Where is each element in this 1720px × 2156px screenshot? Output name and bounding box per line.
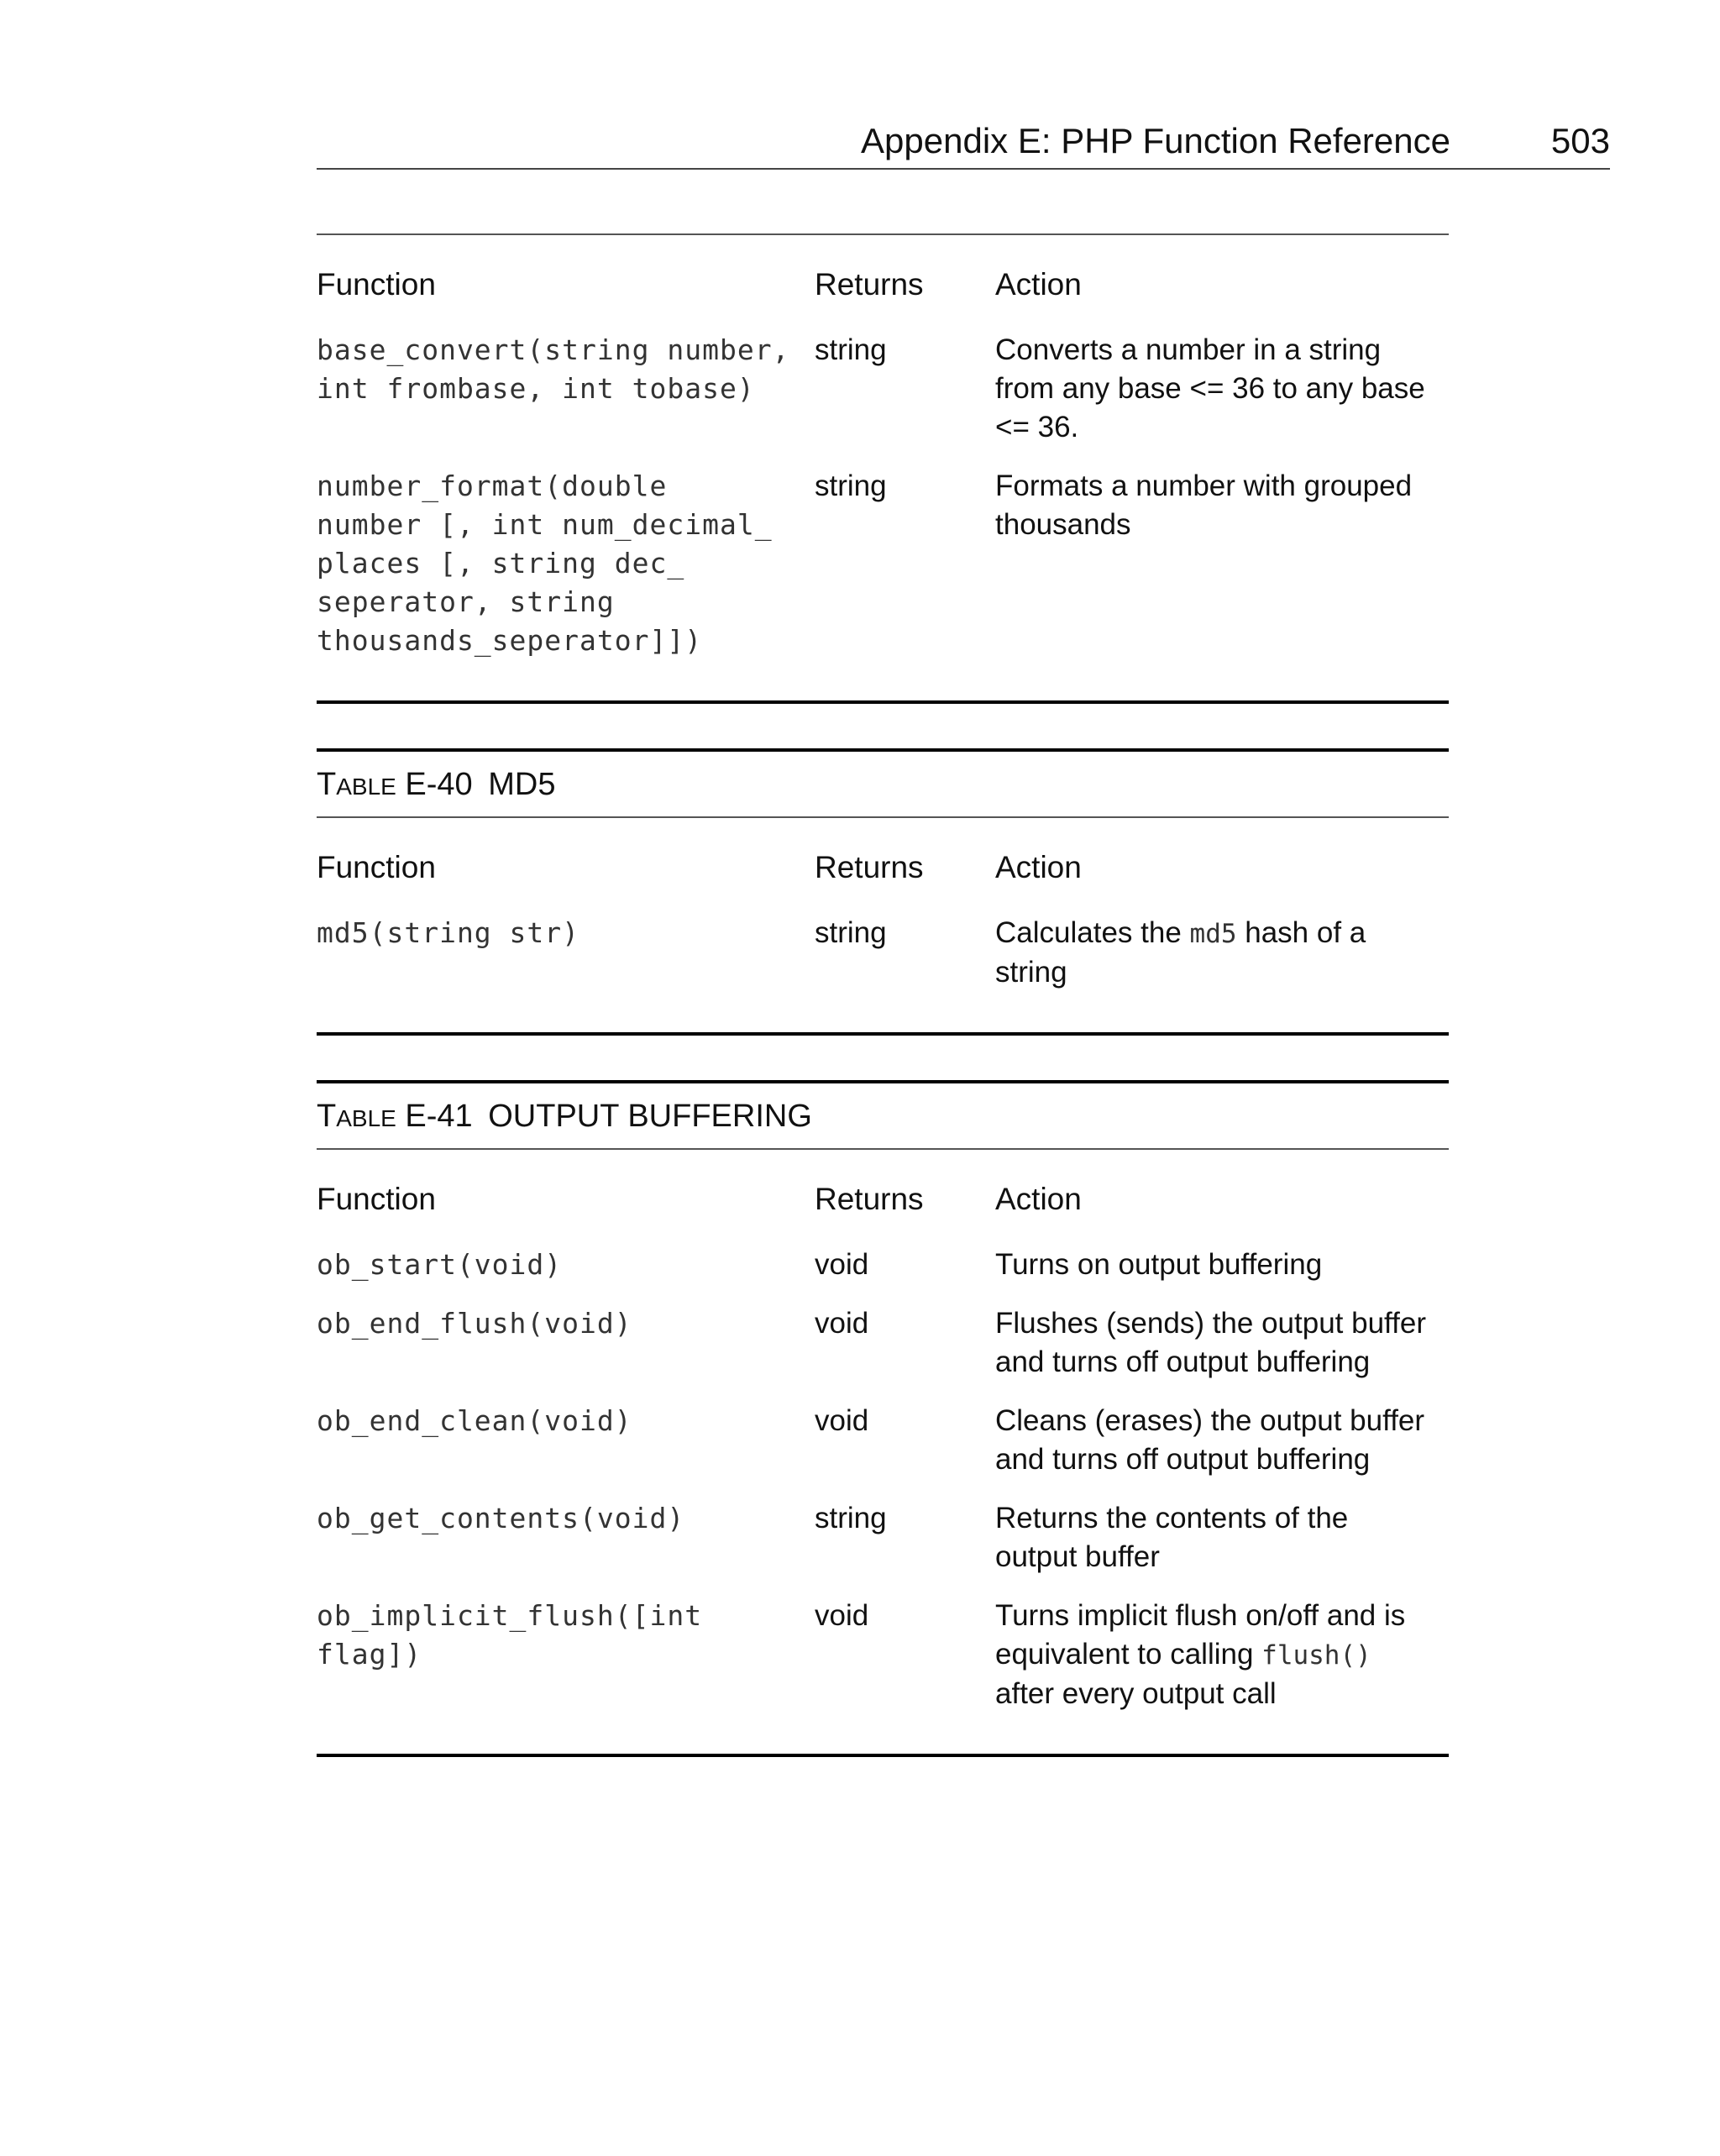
col-returns-header: Returns <box>815 850 924 884</box>
return-type: void <box>815 1404 869 1437</box>
table-continued <box>317 233 1449 704</box>
action-description: Turns implicit flush on/off and is equivalent to calling flush() after every output call <box>995 1599 1414 1710</box>
table-label: TABLE <box>317 767 396 802</box>
table-title: MD5 <box>488 767 556 802</box>
return-type: string <box>815 916 887 949</box>
action-description: Converts a number in a string from any base <= 36 to any base <= 36. <box>995 333 1434 443</box>
table-e40 <box>317 748 1449 1036</box>
return-type: void <box>815 1307 869 1340</box>
col-function-header: Function <box>317 267 436 302</box>
action-description: Formats a number with grouped thousands <box>995 469 1420 541</box>
inline-code: md5 <box>1189 919 1237 949</box>
function-signature: md5(string str) <box>317 916 580 949</box>
page-number: 503 <box>1550 121 1610 160</box>
function-signature: base_convert(string number, int frombase, int tobase) <box>317 333 790 405</box>
table-row <box>317 311 1449 447</box>
column-headers <box>317 235 1449 311</box>
table-caption <box>317 1083 1449 1150</box>
action-description: Returns the contents of the output buffer <box>995 1502 1356 1573</box>
table-row <box>317 894 1449 992</box>
col-function-header: Function <box>317 850 436 884</box>
table-row <box>317 447 1449 660</box>
return-type: string <box>815 469 887 502</box>
table-number: E-41 <box>405 1099 473 1134</box>
col-action-header: Action <box>995 850 1082 884</box>
column-headers <box>317 1150 1449 1225</box>
table-label: TABLE <box>317 1099 396 1134</box>
function-signature: ob_get_contents(void) <box>317 1502 685 1534</box>
action-description: Flushes (sends) the output buffer and turns off output buffering <box>995 1307 1434 1378</box>
column-headers <box>317 818 1449 894</box>
return-type: void <box>815 1248 869 1281</box>
running-head-title: Appendix E: PHP Function Reference <box>861 121 1450 160</box>
function-signature: ob_implicit_flush([int flag]) <box>317 1599 703 1671</box>
table-e41 <box>317 1080 1449 1757</box>
function-signature: number_format(double number [, int num_decimal_ places [, string dec_ seperator, string thousands_seperator]]) <box>317 469 773 657</box>
table-row <box>317 1576 1449 1713</box>
function-signature: ob_start(void) <box>317 1248 563 1281</box>
table-bottom-rule <box>317 1032 1449 1036</box>
return-type: void <box>815 1599 869 1632</box>
table-title: OUTPUT BUFFERING <box>488 1099 812 1134</box>
col-function-header: Function <box>317 1182 436 1216</box>
action-description: Calculates the md5 hash of a string <box>995 916 1374 989</box>
col-returns-header: Returns <box>815 267 924 302</box>
function-signature: ob_end_flush(void) <box>317 1307 632 1340</box>
return-type: string <box>815 333 887 366</box>
col-action-header: Action <box>995 267 1082 302</box>
col-returns-header: Returns <box>815 1182 924 1216</box>
table-bottom-rule <box>317 700 1449 704</box>
page-header <box>317 118 1610 170</box>
col-action-header: Action <box>995 1182 1082 1216</box>
function-signature: ob_end_clean(void) <box>317 1404 632 1437</box>
table-row <box>317 1479 1449 1576</box>
return-type: string <box>815 1502 887 1534</box>
table-row <box>317 1382 1449 1479</box>
table-bottom-rule <box>317 1754 1449 1757</box>
table-number: E-40 <box>405 767 473 802</box>
action-description: Cleans (erases) the output buffer and turns off output buffering <box>995 1404 1433 1476</box>
table-row <box>317 1225 1449 1284</box>
table-caption <box>317 752 1449 818</box>
table-row <box>317 1284 1449 1382</box>
inline-code: flush() <box>1261 1640 1371 1671</box>
action-description: Turns on output buffering <box>995 1248 1323 1281</box>
